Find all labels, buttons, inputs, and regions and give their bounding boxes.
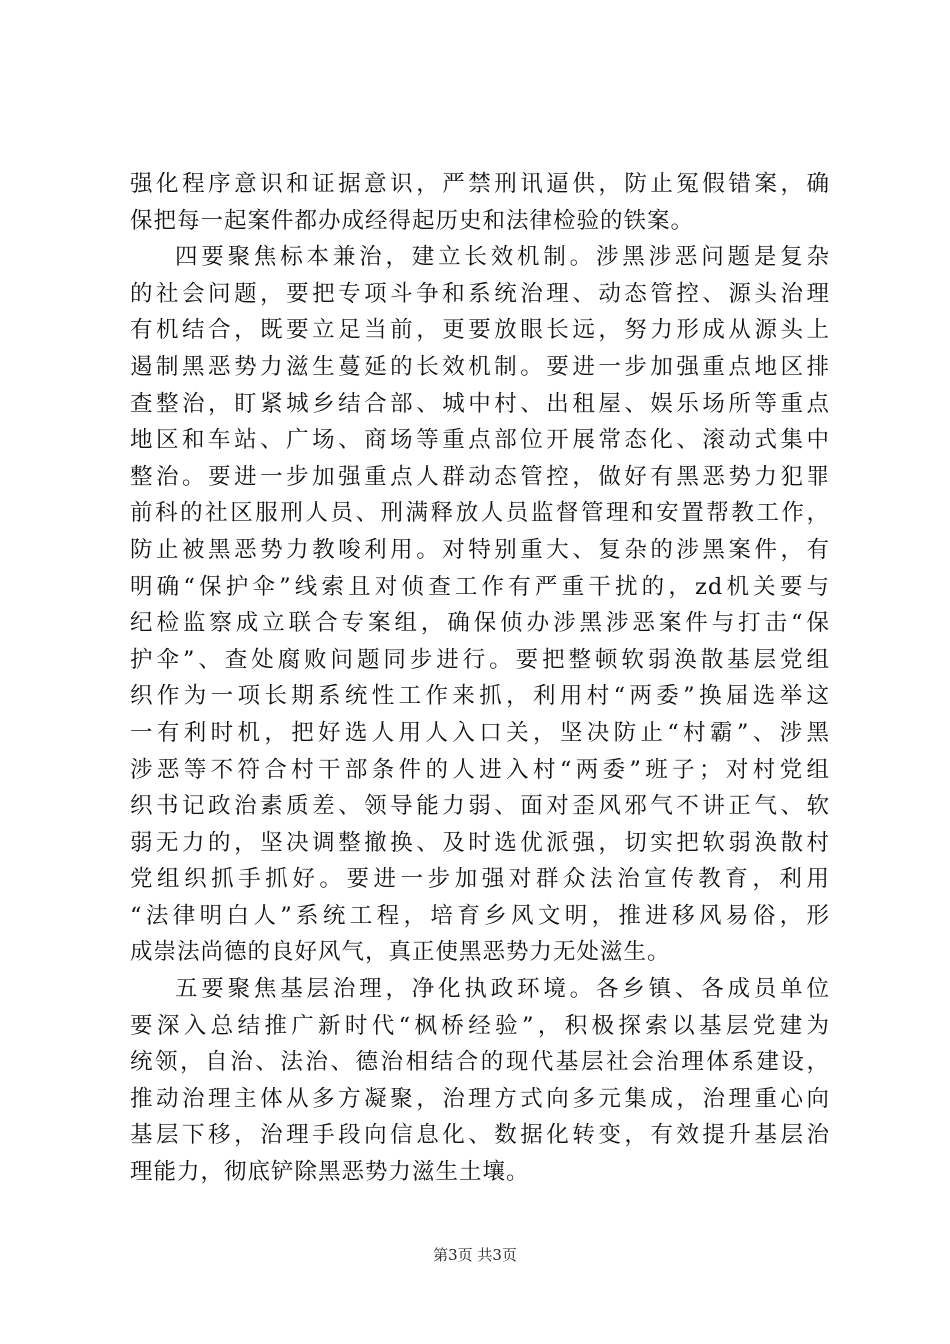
text-line: 的社会问题，要把专项斗争和系统治理、动态管控、源头治理	[130, 280, 830, 307]
text-line: 四要聚焦标本兼治，建立长效机制。涉黑涉恶问题是复杂	[175, 244, 830, 271]
text-line: 强化程序意识和证据意识，严禁刑讯逼供，防止冤假错案，确	[130, 171, 830, 197]
text-line: 防止被黑恶势力教唆利用。对特别重大、复杂的涉黑案件，有	[130, 536, 830, 563]
text-line: 弱无力的，坚决调整撤换、及时选优派强，切实把软弱涣散村	[130, 829, 830, 856]
text-line: 涉恶等不符合村干部条件的人进入村“两委”班子；对村党组	[130, 756, 830, 783]
text-line: 五要聚焦基层治理，净化执政环境。各乡镇、各成员单位	[175, 976, 830, 1003]
text-line: 遏制黑恶势力滋生蔓延的长效机制。要进一步加强重点地区排	[130, 353, 830, 380]
text-line: 基层下移，治理手段向信息化、数据化转变，有效提升基层治	[130, 1122, 830, 1149]
text-line: 查整治，盯紧城乡结合部、城中村、出租屋、娱乐场所等重点	[130, 390, 830, 417]
text-line: 有机结合，既要立足当前，更要放眼长远，努力形成从源头上	[130, 317, 830, 344]
text-line: 要深入总结推广新时代“枫桥经验”，积极探索以基层党建为	[130, 1012, 830, 1039]
text-line: 成崇法尚德的良好风气，真正使黑恶势力无处滋生。	[130, 939, 671, 966]
text-line: “法律明白人”系统工程，培育乡风文明，推进移风易俗，形	[130, 902, 830, 929]
page-footer: 第3页 共3页	[433, 1246, 517, 1264]
text-line: 保把每一起案件都办成经得起历史和法律检验的铁案。	[130, 207, 695, 234]
text-line: 一有利时机，把好选人用人入口关，坚决防止“村霸”、涉黑	[130, 719, 830, 746]
text-line: 前科的社区服刑人员、刑满释放人员监督管理和安置帮教工作，	[130, 500, 830, 527]
document-body	[130, 166, 830, 1191]
text-line: 地区和车站、广场、商场等重点部位开展常态化、滚动式集中	[130, 427, 830, 454]
text-line: 明确“保护伞”线索且对侦查工作有严重干扰的，zd机关要与	[130, 573, 830, 600]
text-line: 织书记政治素质差、领导能力弱、面对歪风邪气不讲正气、软	[130, 793, 830, 820]
text-line: 统领，自治、法治、德治相结合的现代基层社会治理体系建设，	[130, 1049, 830, 1076]
text-line: 整治。要进一步加强重点人群动态管控，做好有黑恶势力犯罪	[130, 463, 830, 490]
text-line: 护伞”、查处腐败问题同步进行。要把整顿软弱涣散基层党组	[130, 646, 830, 673]
text-line: 党组织抓手抓好。要进一步加强对群众法治宣传教育，利用	[130, 866, 830, 893]
text-line: 理能力，彻底铲除黑恶势力滋生土壤。	[130, 1159, 530, 1186]
text-line: 织作为一项长期系统性工作来抓，利用村“两委”换届选举这	[130, 683, 830, 710]
text-line: 推动治理主体从多方凝聚，治理方式向多元集成，治理重心向	[130, 1085, 830, 1112]
text-line: 纪检监察成立联合专案组，确保侦办涉黑涉恶案件与打击“保	[130, 610, 830, 637]
